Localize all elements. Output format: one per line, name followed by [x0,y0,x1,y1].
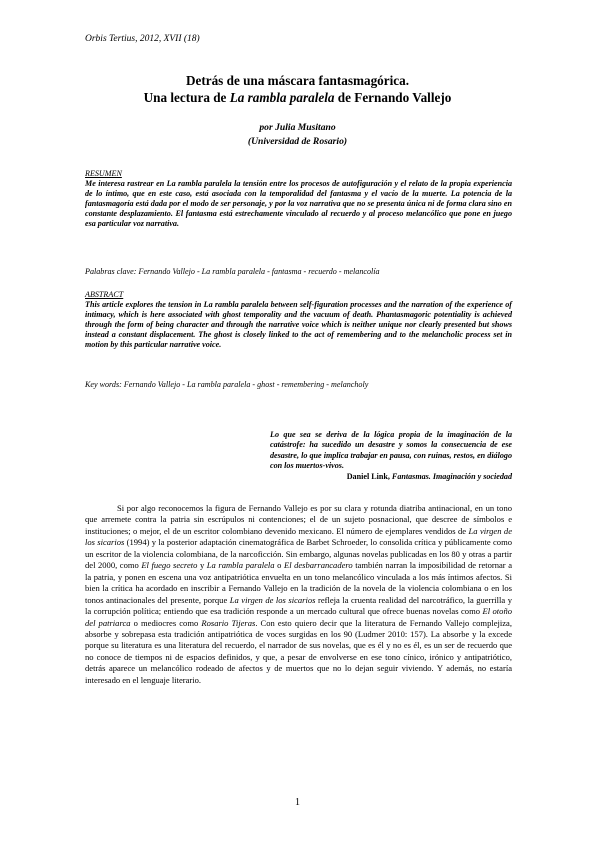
author-name: por Julia Musitano [259,122,336,133]
title-line-1: Detrás de una máscara fantasmagórica. [185,73,410,88]
epigraph-source: Daniel Link, Fantasmas. Imaginación y sociedad [346,471,512,481]
journal-header: Orbis Tertius, 2012, XVII (18) [85,34,200,44]
abstract-section [85,290,512,351]
resumen-text: Me interesa rastrear en La rambla paralela la tensión entre los procesos de autofiguración y el relato de la propia experiencia de lo íntimo, que en este caso, está asociada con la temporalidad del fantasma y el vacío de la muerte. La potencia de la fantasmagoría está dada por el modo de ser personaje, y por la voz narrativa que no se presenta única ni de forma clara sino en constante desplazamiento. El fantasma está estrechamente vinculado al recuerdo y al proceso melancólico que pone en juego esa particular voz narrativa. [85,179,512,229]
resumen-section [85,169,512,230]
epigraph [270,430,512,482]
abstract-text: This article explores the tension in La rambla paralela between self-figuration processes and the narration of the experience of intimacy, which is here associated with ghost temporality and the vacuum of death. Phantasmagoric potentiality is achieved through the form of being character and through the narrative voice which is neither unique nor clearly presented but shows instead a constant displacement. The ghost is closely linked to the act of remembering and to the melancholic process set in motion by this particular narrative voice. [85,300,512,350]
page-number: 1 [295,797,300,808]
article-title [60,72,535,106]
abstract-heading: ABSTRACT [85,290,124,299]
key-words: Key words: Fernando Vallejo - La rambla paralela - ghost - remembering - melancholy [85,380,369,389]
author-affiliation: (Universidad de Rosario) [247,136,348,147]
body-paragraph: Si por algo reconocemos la figura de Fernando Vallejo es por su clara y rotunda diatriba antinacional, en un tono que arremete contra la patria sin escrúpulos ni contenciones; el de un sujeto posnacional, que descree de símbolos e instituciones; o mejor, el de un escritor colombiano devenido mexicano. El número de ejemplares vendidos de La virgen de los sicarios (1994) y la posterior adaptación cinematográfica de Barbet Schroeder, lo consolida crítica y públicamente como un escritor de la violencia colombiana, de la narcoficción. Sin embargo, algunas novelas publicadas en los 80 y otras a partir del 2000, como El fuego secreto y La rambla paralela o El desbarrancadero también narran la imposibilidad de retornar a la patria, y ponen en escena una voz antipatriótica envuelta en un tono melancólico vinculada a los más íntimos afectos. Si bien la crítica ha acordado en inscribir a Fernando Vallejo en la tradición de la novela de la violencia colombiana o en los tonos antinacionales del presente, porque La virgen de los sicarios refleja la cruenta realidad del narcotráfico, la guerrilla y la corrupción política; entiendo que esa tradición responde a un mercado cultural que ofrece buenas novelas como El otoño del patriarca o mediocres como Rosario Tijeras. Con esto quiero decir que la literatura de Fernando Vallejo complejiza, absorbe y sobrepasa esta tradición antipatriótica de voces surgidas en los 90 (Ludmer 2010: 157). La absorbe y la excede porque su literatura es una literatura del recuerdo, el narrador de sus novelas, que es él y no es él, es un ser de recuerdo que no conoce de tiempos ni de espacios definidos, y que, a pesar de envolverse en ese tono cínico, irónico y antipatriótico, detrás aparece un melancólico rodeado de afectos y de muertos que no lo dejan seguir viviendo. Y además, no estaría interesado en el lenguaje literario. [85,503,513,685]
author-block [60,121,535,149]
epigraph-text: Lo que sea se deriva de la lógica propia de la imaginación de la catástrofe: ha sucedido un desastre y somos la consecuencia de ese desastre, lo que implica trabajar en pausa, con ruinas, restos, en diálogo con los muertos-vivos. [270,430,512,471]
palabras-clave: Palabras clave: Fernando Vallejo - La rambla paralela - fantasma - recuerdo - melancolía [85,267,380,276]
resumen-heading: RESUMEN [85,169,122,178]
title-line-2: Una lectura de La rambla paralela de Fernando Vallejo [143,90,452,105]
